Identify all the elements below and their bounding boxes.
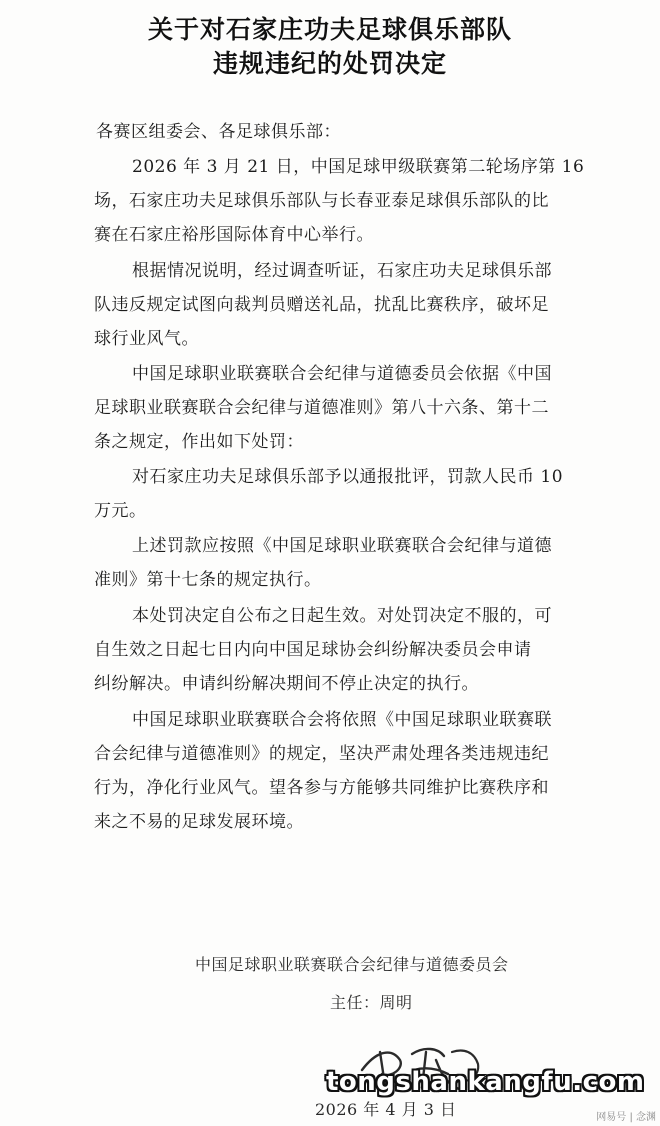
issuer-name: 中国足球职业联赛联合会纪律与道德委员会 bbox=[195, 955, 509, 974]
body-line: 对石家庄功夫足球俱乐部予以通报批评，罚款人民币 10 bbox=[132, 467, 564, 487]
body-line: 准则》第十七条的规定执行。 bbox=[94, 570, 322, 590]
body-line: 行为，净化行业风气。望各参与方能够共同维护比赛秩序和 bbox=[94, 778, 549, 798]
body-line: 中国足球职业联赛联合会纪律与道德委员会依据《中国 bbox=[132, 364, 552, 384]
body-line: 本处罚决定自公布之日起生效。对处罚决定不服的，可 bbox=[132, 606, 552, 626]
document-date: 2026 年 4 月 3 日 bbox=[315, 1100, 457, 1119]
body-line: 自生效之日起七日内向中国足球协会纠纷解决委员会申请 bbox=[94, 640, 532, 660]
body-line: 2026 年 3 月 21 日，中国足球甲级联赛第二轮场序第 16 bbox=[132, 157, 585, 177]
body-line: 合会纪律与道德准则》的规定，坚决严肃处理各类违规违纪 bbox=[94, 744, 549, 764]
salutation: 各赛区组委会、各足球俱乐部： bbox=[96, 122, 341, 142]
body-line: 足球职业联赛联合会纪律与道德准则》第八十六条、第十二 bbox=[94, 398, 549, 418]
body-line: 来之不易的足球发展环境。 bbox=[94, 812, 304, 832]
body-line: 万元。 bbox=[94, 501, 147, 521]
body-line: 球行业风气。 bbox=[94, 329, 199, 349]
body-line: 队违反规定试图向裁判员赠送礼品，扰乱比赛秩序，破坏足 bbox=[94, 295, 549, 315]
body-line: 中国足球职业联赛联合会将依照《中国足球职业联赛联 bbox=[132, 710, 552, 730]
document-title-line-2: 违规违纪的处罚决定 bbox=[212, 49, 447, 78]
body-line: 赛在石家庄裕彤国际体育中心举行。 bbox=[94, 225, 374, 245]
body-line: 条之规定，作出如下处罚： bbox=[94, 432, 304, 452]
body-line: 上述罚款应按照《中国足球职业联赛联合会纪律与道德 bbox=[132, 536, 552, 556]
body-line: 纠纷解决。申请纠纷解决期间不停止决定的执行。 bbox=[94, 674, 479, 694]
document-title-line-1: 关于对石家庄功夫足球俱乐部队 bbox=[147, 15, 512, 44]
body-line: 根据情况说明，经过调查听证，石家庄功夫足球俱乐部 bbox=[132, 261, 552, 281]
site-watermark: tongshankangfu.com bbox=[326, 1067, 645, 1097]
body-line: 场，石家庄功夫足球俱乐部队与长春亚泰足球俱乐部队的比 bbox=[94, 191, 549, 211]
director-name: 主任：周明 bbox=[330, 993, 413, 1012]
source-badge: 网易号 | 念渊 bbox=[596, 1112, 656, 1123]
